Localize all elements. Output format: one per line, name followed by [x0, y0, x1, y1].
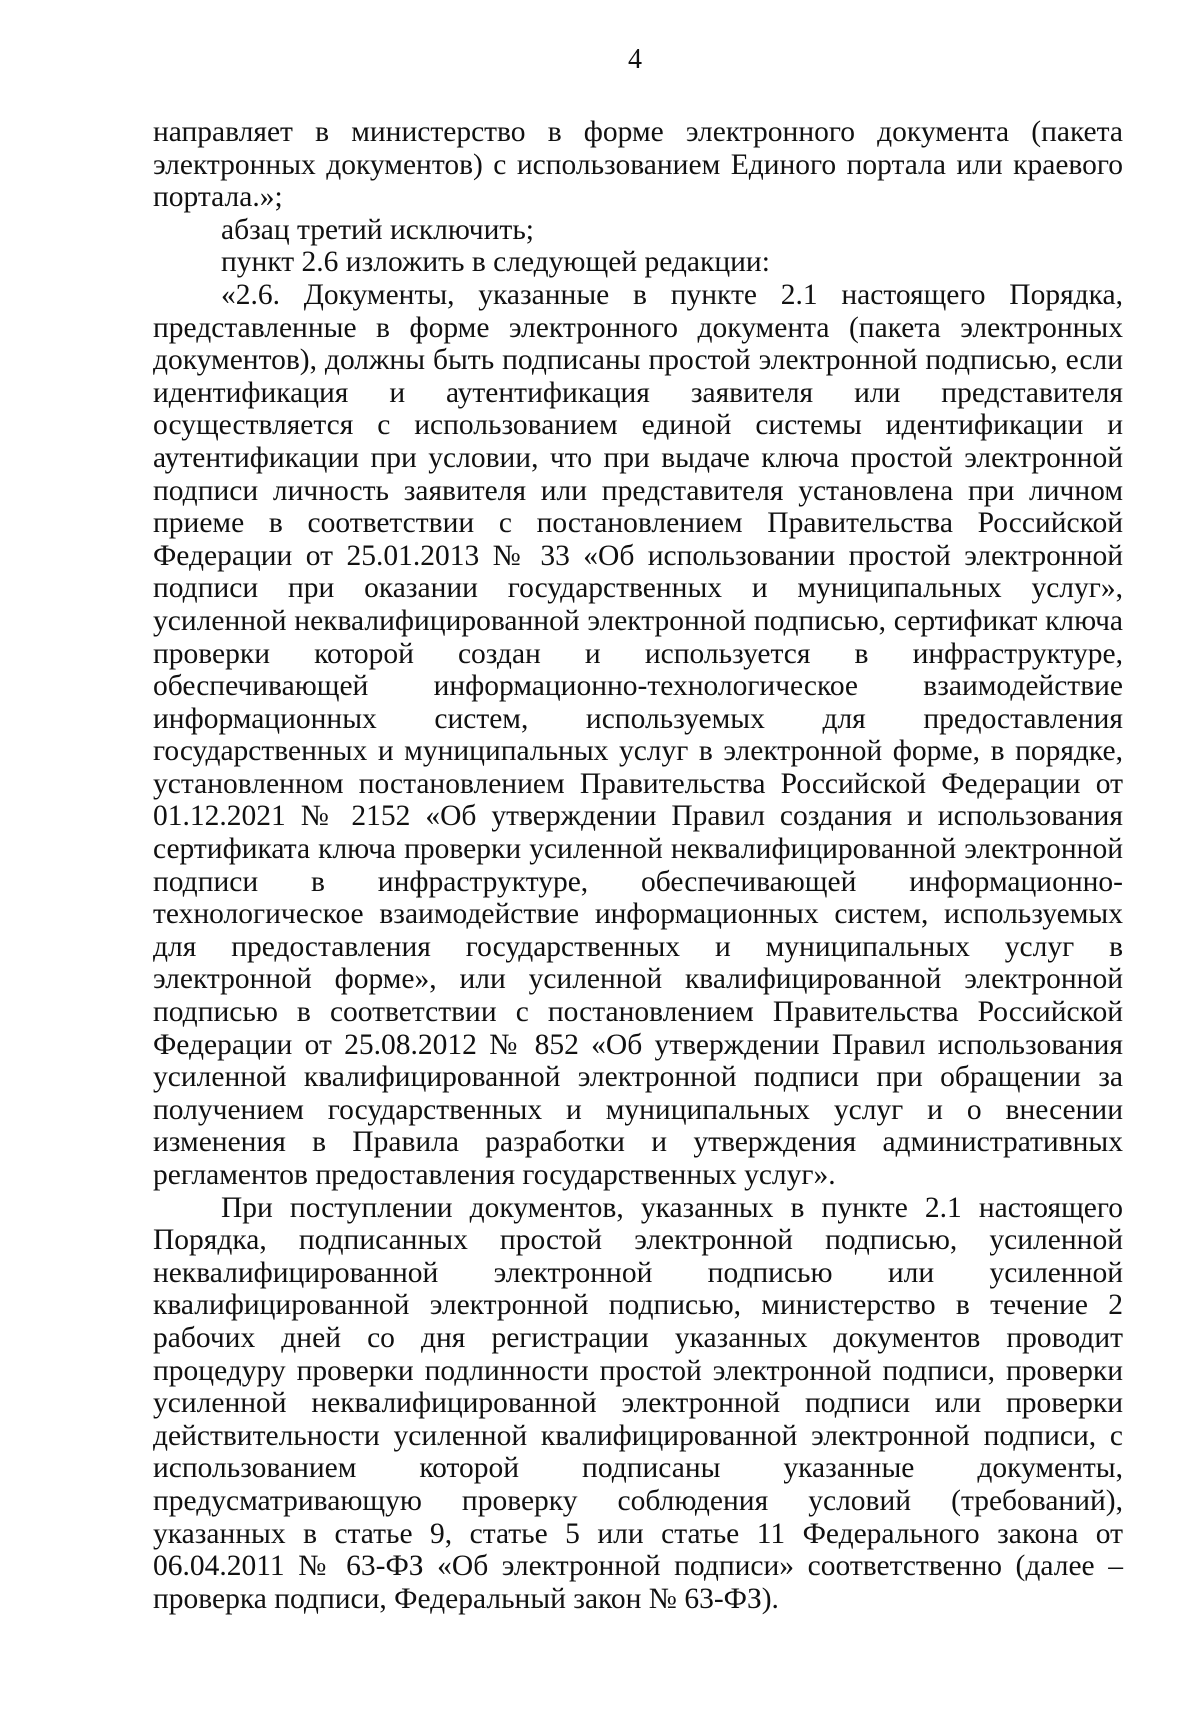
paragraph-continuation: направляет в министерство в форме электронного документа (пакета электронных документов) с использованием Единого портала или краевого портала.»; [153, 116, 1123, 214]
paragraph-exclude-clause: абзац третий исключить; [221, 213, 534, 246]
paragraph-signature-verification: При поступлении документов, указанных в пункте 2.1 настоящего Порядка, подписанных простой электронной подписью, усиленной неквалифицированной электронной подписью или усиленной квалифицированной электронной подписью, министерство в течение 2 рабочих дней со дня регистрации указанных документов проводит процедуру проверки подлинности простой электронной подписи, проверки усиленной неквалифицированной электронной подписи или проверки действительности усиленной квалифицированной электронной подписи, с использованием которой подписаны указанные документы, предусматривающую проверку соблюдения условий (требований), указанных в статье 9, статье 5 или статье 11 Федерального закона от 06.04.2011 № 63-ФЗ «Об электронной подписи» соответственно (далее – проверка подписи, Федеральный закон № 63-ФЗ). [153, 1191, 1123, 1615]
paragraph-item-2-6: «2.6. Документы, указанные в пункте 2.1 настоящего Порядка, представленные в форме электронного документа (пакета электронных документов), должны быть подписаны простой электронной подписью, если идентификация и аутентификация заявителя или представителя осуществляется с использованием единой системы идентификации и аутентификации при условии, что при выдаче ключа простой электронной подписи личность заявителя или представителя установлена при личном приеме в соответствии с постановлением Правительства Российской Федерации от 25.01.2013 № 33 «Об использовании простой электронной подписи при оказании государственных и муниципальных услуг», усиленной неквалифицированной электронной подписью, сертификат ключа проверки которой создан и используется в инфраструктуре, обеспечивающей информационно-технологическое взаимодействие информационных систем, используемых для предоставления государственных и муниципальных услуг в электронной форме, в порядке, установленном постановлением Правительства Российской Федерации от 01.12.2021 № 2152 «Об утверждении Правил создания и использования сертификата ключа проверки усиленной неквалифицированной электронной подписи в инфраструктуре, обеспечивающей информационно-технологическое взаимодействие информационных систем, используемых для предоставления государственных и муниципальных услуг в электронной форме», или усиленной квалифицированной электронной подписью в соответствии с постановлением Правительства Российской Федерации от 25.08.2012 № 852 «Об утверждении Правил использования усиленной квалифицированной электронной подписи при обращении за получением государственных и муниципальных услуг и о внесении изменения в Правила разработки и утверждения административных регламентов предоставления государственных услуг». [153, 278, 1123, 1191]
paragraph-amend-item: пункт 2.6 изложить в следующей редакции: [221, 246, 770, 279]
page-number: 4 [628, 44, 642, 75]
document-body [153, 116, 1123, 1615]
